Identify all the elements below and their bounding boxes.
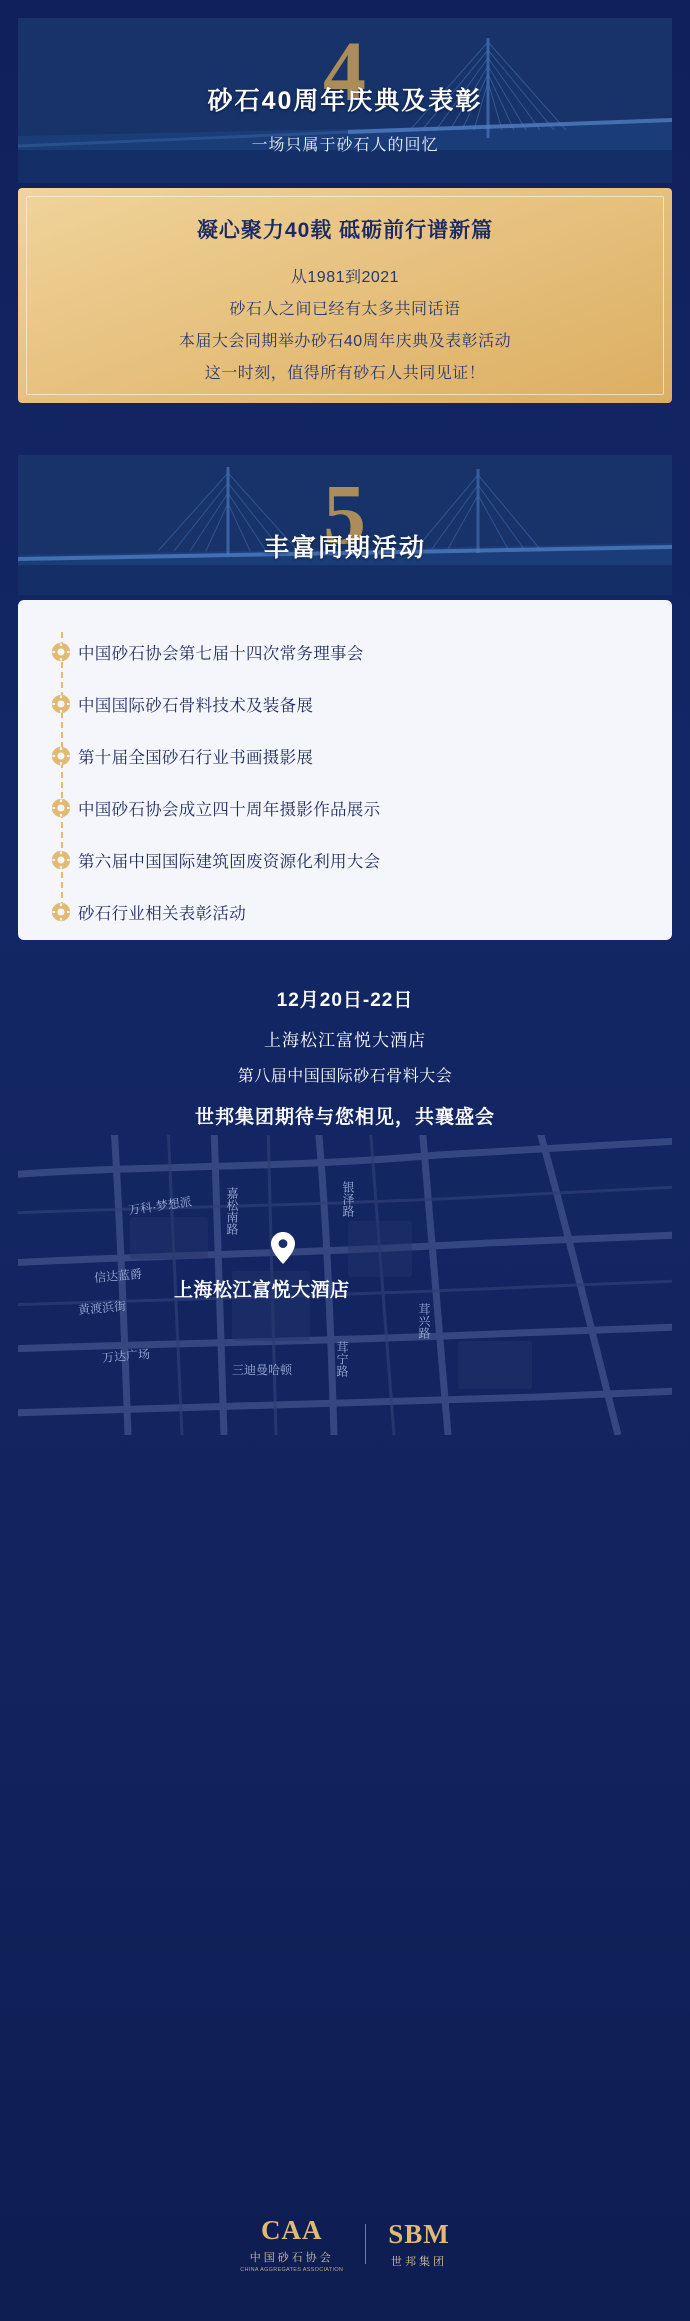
- event-slogan: 世邦集团期待与您相见，共襄盛会: [194, 1107, 495, 1128]
- gear-icon-svg: [51, 902, 71, 922]
- list-item[interactable]: [44, 886, 654, 938]
- caa-logo-mark: CAA: [260, 2215, 323, 2245]
- map-label: 万达广场: [101, 1346, 151, 1366]
- gear-icon-svg: [51, 694, 71, 714]
- gear-icon: [44, 850, 78, 870]
- gear-icon: [44, 798, 78, 818]
- location-pin-icon: [270, 1231, 296, 1265]
- list-item-label: 中国砂石协会第七届十四次常务理事会: [78, 645, 364, 663]
- anniversary-card-line: 砂石人之间已经有太多共同话语: [229, 301, 461, 318]
- list-item-label: 砂石行业相关表彰活动: [78, 905, 246, 923]
- sbm-logo-mark: SBM: [388, 2219, 450, 2249]
- section5-banner: [18, 455, 672, 595]
- section5-number: 5: [323, 466, 367, 562]
- event-date: 12月20日-22日: [276, 990, 414, 1011]
- event-venue: 上海松江富悦大酒店: [264, 1031, 426, 1050]
- location-pin-svg: [270, 1231, 296, 1265]
- venue-map[interactable]: [18, 1135, 672, 1435]
- map-venue-label: 上海松江富悦大酒店: [174, 1280, 350, 1301]
- list-item[interactable]: [44, 678, 654, 730]
- list-item-label: 第六届中国国际建筑固废资源化利用大会: [78, 853, 381, 871]
- map-label: 茸宁路: [335, 1341, 349, 1377]
- anniversary-card-title: 凝心聚力40载 砥砺前行谱新篇: [196, 219, 494, 242]
- list-item[interactable]: [44, 834, 654, 886]
- footer-logos: [0, 2215, 690, 2273]
- gear-icon-svg: [51, 746, 71, 766]
- map-label: 嘉松南路: [225, 1187, 239, 1235]
- list-item-label: 中国砂石协会成立四十周年摄影作品展示: [78, 801, 381, 819]
- list-item[interactable]: [44, 730, 654, 782]
- sbm-logo-cn: 世邦集团: [390, 2256, 447, 2268]
- gear-icon: [44, 746, 78, 766]
- map-label: 茸兴路: [417, 1303, 431, 1339]
- list-item[interactable]: [44, 782, 654, 834]
- gear-icon: [44, 902, 78, 922]
- gear-icon-svg: [51, 798, 71, 818]
- section5-title: 丰富同期活动: [263, 534, 426, 562]
- anniversary-card-line: 从1981到2021: [290, 269, 400, 286]
- map-label: 万科·梦想派: [127, 1194, 193, 1218]
- event-conference-name: 第八届中国国际砂石骨料大会: [237, 1068, 453, 1085]
- anniversary-card-line: 本届大会同期举办砂石40周年庆典及表彰活动: [178, 333, 512, 350]
- map-label: 三迪曼哈顿: [232, 1363, 293, 1377]
- activities-list-card: [18, 600, 672, 940]
- section4-number: 4: [323, 23, 367, 119]
- map-label: 银泽路: [341, 1181, 355, 1217]
- section4-subtitle: 一场只属于砂石人的回忆: [251, 136, 439, 154]
- list-item-label: 第十届全国砂石行业书画摄影展: [78, 749, 314, 767]
- sbm-logo: [388, 2219, 450, 2269]
- gear-icon-svg: [51, 642, 71, 662]
- list-item[interactable]: [44, 626, 654, 678]
- map-label: 信达蓝爵: [93, 1266, 143, 1286]
- section4-title: 砂石40周年庆典及表彰: [207, 86, 483, 115]
- caa-logo-en: CHINA AGGREGATES ASSOCIATION: [240, 2267, 344, 2273]
- map-label: 黄渡浜街: [77, 1298, 127, 1318]
- logo-divider: [365, 2224, 366, 2264]
- gear-icon: [44, 642, 78, 662]
- event-info: [0, 985, 690, 1129]
- caa-logo-cn: 中国砂石协会: [249, 2252, 334, 2264]
- gear-icon-svg: [51, 850, 71, 870]
- anniversary-card: [18, 188, 672, 403]
- caa-logo: [240, 2215, 343, 2273]
- list-item-label: 中国国际砂石骨料技术及装备展: [78, 697, 314, 715]
- anniversary-card-line: 这一时刻，值得所有砂石人共同见证！: [204, 365, 486, 382]
- section4-banner: [18, 18, 672, 183]
- gear-icon: [44, 694, 78, 714]
